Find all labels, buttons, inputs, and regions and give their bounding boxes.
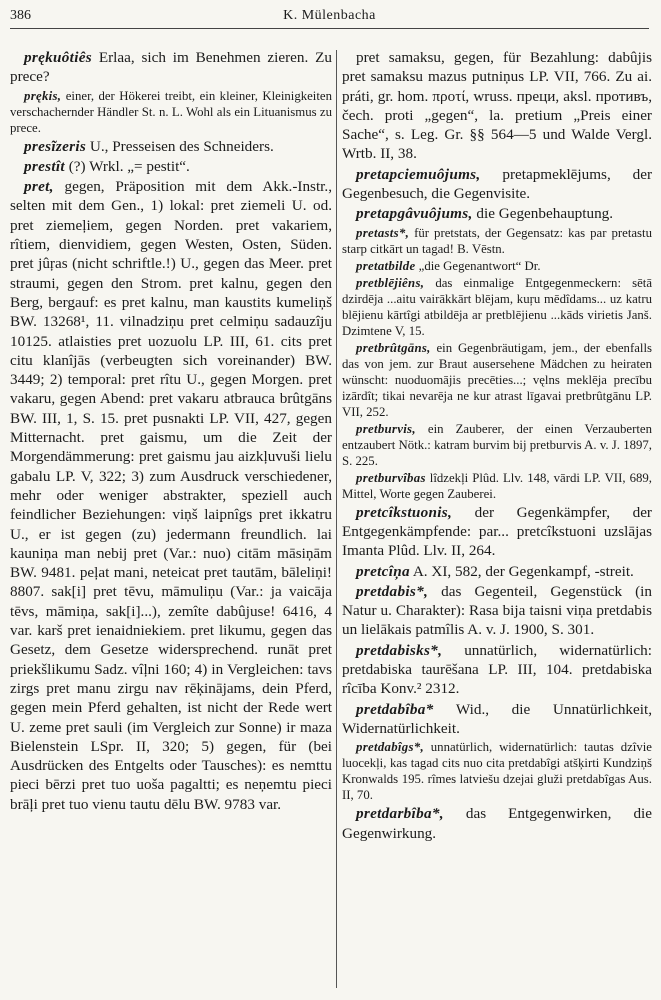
entry-headword: presĩzeris bbox=[24, 137, 87, 155]
entry-definition: das Entgegenwirken, die Gegenwirkung. bbox=[342, 805, 652, 842]
page-number: 386 bbox=[10, 8, 31, 23]
entry-headword: pretbrûtgāns, bbox=[356, 340, 431, 355]
entry-headword: prękis, bbox=[24, 88, 62, 103]
entry-definition: Wid., die Unnatürlichkeit, Widernatürlichkeit. bbox=[342, 700, 652, 737]
entry-headword: pretburvis, bbox=[356, 421, 416, 436]
dictionary-entry bbox=[342, 804, 652, 843]
dictionary-entry bbox=[10, 88, 332, 136]
entry-definition: Erlaa, sich im Benehmen zieren. Zu prece? bbox=[10, 49, 332, 86]
entry-headword: pretblējiêns, bbox=[356, 275, 425, 290]
entry-headword: pretcîkstuonis, bbox=[356, 503, 453, 521]
entry-headword: pretapciemuôjums, bbox=[356, 165, 481, 183]
entry-definition: die Gegenbehauptung. bbox=[472, 205, 614, 223]
entry-headword: pretdarbîba*, bbox=[356, 805, 444, 823]
entry-definition: gegen, Präposition mit dem Akk.-Instr., selten mit dem Gen., 1) lokal: pret ziemeli U. od. pret ziemeļiem, gegen Norden. pret vakariem, rîtiem, dienvidiem, gegen Westen, Osten, Süden. pret jûŗas (nicht schriftle.!) U., gegen das Meer. pret straumi, gegen den Strom. pret kalnu, gegen den Berg, bergauf: es pret kalnu, man kaustits kumeliņš BW. 13268¹, 11. vilnadziņu pret celmiņu sadauzîju 10125. atlaisties pret uozuolu LP. III, 61. cits pret citu klanîjās (verbeugten sich voreinander) BW. 3449; 2) temporal: pret rîtu U., gegen Morgen. pret vakaru, gegen Abend: pret vakaru atbrauca brûtgāns BW. III, 1, S. 15. pret pusnakti LP. VII, 427, gegen Mitternacht. pret gaismu, um die Zeit der Morgendämmerung: pret gaismu jau aizkļuvuši lielu gabalu LP. V, 322; 3) zum Ausdruck verschiedener, mehr oder weniger abstrakter, speziell auch feindlicher Beziehungen: viņš laipnîgs pret ikkatru U., er ist gegen (zu) jedermann freundlich. lai kauniņa man nebij pret (Var.: nuo) citām māsiņām BW. 9481. peļat mani, neteicat pret tautām, bāleliņi! 8807. sak[i] pret tēvu, māmuliņu (Var.: ja vaicāja tēvs, māmiņa, sak[i]...), zemîte dabûjuse! 6416, 4 var. karš pret ienaidniekiem. pret likumu, gegen das Gesetz, dem Gesetze widersprechend. runāt pret priekšlikumu Sadz. vîļni 160; 4) in Vergleichen: tavs zirgs pret manu zirgu nav rēķinājams, dein Pferd, gegen mein Pferd gehalten, ist nicht der Rede wert U. zeme pret sauli (im Vergleich zur Sonne) ir maza Bielenstein LSpr. II, 320; 5) gegen, für (bei Ausdrücken des Entgelts oder Tausches): es nemttu pieci bērzi pret tuo uoša pagaltti; es neņemtu pieci brāļi pret tuo vienu tautu dēlu BW. 9783 var. bbox=[10, 178, 332, 813]
entry-headword: pretasts*, bbox=[356, 225, 410, 240]
dictionary-entry bbox=[342, 700, 652, 739]
entry-headword: prestît bbox=[24, 157, 65, 175]
dictionary-entry bbox=[342, 225, 652, 257]
dictionary-entry bbox=[10, 137, 332, 156]
dictionary-entry bbox=[342, 739, 652, 803]
dictionary-entry bbox=[342, 340, 652, 420]
entry-headword: pretapgâvuôjums, bbox=[356, 205, 473, 223]
entry-definition: das Gegenteil, Gegenstück (in Natur u. Charakter): Rasa bija taisni viņa pretdabis un lielākais patmîlis A. v. J. 1900, S. 301. bbox=[342, 582, 652, 639]
entry-headword: pretatbilde bbox=[356, 258, 416, 273]
entry-headword: pretdabis*, bbox=[356, 582, 429, 600]
dictionary-entry bbox=[342, 48, 652, 164]
entry-definition: unnatürlich, widernatürlich: pretdabiska taurēšana LP. III, 104. pretdabiska rîcība Konv.² 2312. bbox=[342, 641, 652, 698]
entry-definition: unnatürlich, widernatürlich: tautas dzîvie luocekļi, kas tagad cits nuo cita pretdabîgi atšķirti Kundziņš Kronwalds 195. rîmes latviešu dzejai gluži pretdabîgas Aus. II, 70. bbox=[342, 740, 652, 803]
entry-headword: pretcîņa bbox=[356, 562, 410, 580]
entry-definition: ein Gegenbräutigam, jem., der ebenfalls das von jem. zur Braut ausersehene Mädchen zu heiraten wünscht: nuoduomājis precēties...; vęlns meklēja precību izārdît; tikai nevarēja ne kur atrast līgavai pretbrûtgānu LP. VII, 252. bbox=[342, 340, 652, 419]
left-column bbox=[10, 48, 332, 992]
entry-definition: das einmalige Entgegenmeckern: sētā dzirdēja ...aitu vairākkārt blējam, kuŗu mēdîdams... uz katru blējienu kārtîgi atbildēja ar pretblējienu ...kāds virietis Janš. Dzimtene V, 15. bbox=[342, 275, 652, 338]
dictionary-entry bbox=[342, 165, 652, 204]
entry-definition: A. XI, 582, der Gegenkampf, -streit. bbox=[409, 562, 634, 580]
running-title: K. Mülenbacha bbox=[283, 8, 376, 23]
dictionary-entry bbox=[342, 582, 652, 640]
entry-definition: der Gegenkämpfer, der Entgegenkämpfende: par... pretcîkstuoni uzslājas Imanta Plûd. Llv. II, 264. bbox=[342, 503, 652, 560]
dictionary-entry bbox=[10, 157, 332, 176]
entry-definition: ein Zauberer, der einen Verzauberten entzaubert Nötk.: katram burvim bij pretburvis A. v. J. 1897, S. 225. bbox=[342, 421, 652, 468]
entry-definition: pret samaksu, gegen, für Bezahlung: dabûjis pret samaksu mazus putniņus LP. VII, 766. Zu ai. práti, gr. hom. προτί, wruss. преци, aksl. противъ, čech. proti „gegen“, la. pretium „Preis einer Sache“, s. Leg. Gr. §§ 564—5 und Walde Vergl. Wrtb. II, 38. bbox=[342, 49, 652, 163]
dictionary-entry bbox=[10, 177, 332, 814]
entry-definition: (?) Wrkl. „= pestit“. bbox=[64, 157, 190, 175]
entry-definition: pretapmeklējums, der Gegenbesuch, die Gegenvisite. bbox=[342, 165, 652, 203]
entry-headword: prękuôtiês bbox=[24, 49, 92, 66]
entry-definition: einer, der Hökerei treibt, ein kleiner, Kleinigkeiten verschachernder Händler St. n. L. Wohl als ein Lituanismus zu prece. bbox=[10, 88, 332, 135]
right-column bbox=[342, 48, 652, 992]
entry-headword: pretdabîgs*, bbox=[356, 740, 424, 755]
entry-definition: „die Gegenantwort“ Dr. bbox=[415, 258, 541, 273]
dictionary-entry bbox=[10, 48, 332, 87]
entry-headword: pretdabisks*, bbox=[356, 641, 443, 659]
entry-headword: pretdabîba* bbox=[356, 700, 434, 718]
entry-headword: pret, bbox=[24, 178, 54, 196]
dictionary-entry bbox=[342, 421, 652, 469]
dictionary-entry bbox=[342, 258, 652, 274]
entry-headword: pretburvîbas bbox=[356, 470, 426, 485]
dictionary-entry bbox=[342, 204, 652, 223]
dictionary-entry bbox=[342, 470, 652, 502]
page-header bbox=[10, 6, 649, 29]
dictionary-entry bbox=[342, 562, 652, 581]
dictionary-entry bbox=[342, 275, 652, 339]
dictionary-entry bbox=[342, 641, 652, 699]
column-divider bbox=[336, 50, 337, 988]
entry-definition: lîdzekļi Plûd. Llv. 148, vārdi LP. VII, 689, Mittel, Worte gegen Zauberei. bbox=[342, 470, 652, 501]
dictionary-entry bbox=[342, 503, 652, 561]
entry-definition: U., Presseisen des Schneiders. bbox=[86, 137, 274, 155]
entry-definition: für pretstats, der Gegensatz: kas par pretastu starp citkārt un tagad! B. Vēstn. bbox=[342, 225, 652, 256]
